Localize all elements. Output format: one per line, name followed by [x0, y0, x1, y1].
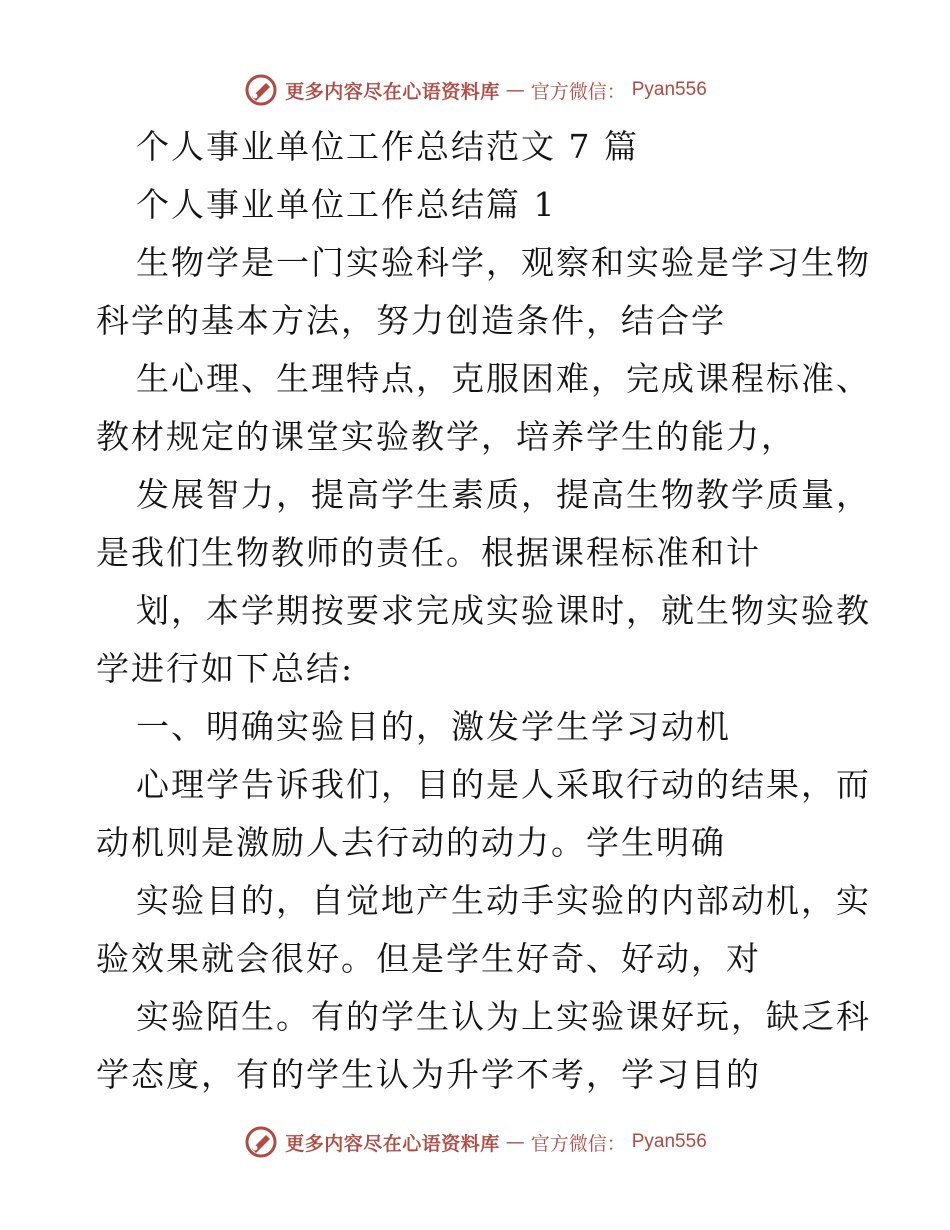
paragraph-line: 验效果就会很好。但是学生好奇、好动，对	[96, 939, 761, 978]
paragraph-line: 划，本学期按要求完成实验课时，就生物实验教	[136, 591, 871, 630]
banner-wechat-label: 官方微信：	[530, 80, 626, 103]
banner-wechat-id: Pyan556	[631, 1131, 707, 1152]
section-title: 个人事业单位工作总结篇 1	[136, 185, 557, 224]
paragraph-line: 实验陌生。有的学生认为上实验课好玩，缺乏科	[136, 997, 871, 1036]
paragraph-line: 发展智力，提高学生素质，提高生物教学质量，	[136, 475, 871, 514]
document-title: 个人事业单位工作总结范文 7 篇	[136, 127, 639, 166]
header-banner	[0, 70, 950, 110]
paragraph-line: 动机则是激励人去行动的动力。学生明确	[96, 823, 726, 862]
heading-line: 一、明确实验目的，激发学生学习动机	[136, 707, 731, 746]
paragraph-line: 生物学是一门实验科学，观察和实验是学习生物	[136, 243, 871, 282]
paragraph-line: 科学的基本方法，努力创造条件，结合学	[96, 301, 726, 340]
paragraph-line: 教材规定的课堂实验教学，培养学生的能力，	[96, 417, 796, 456]
footer-banner	[0, 1122, 950, 1162]
banner-separator: —	[505, 1131, 525, 1153]
paragraph-line: 生心理、生理特点，克服困难，完成课程标准、	[136, 359, 871, 398]
paragraph-line: 心理学告诉我们，目的是人采取行动的结果，而	[136, 765, 871, 804]
banner-slogan: 更多内容尽在心语资料库	[285, 80, 500, 103]
banner-separator: —	[505, 79, 525, 101]
pen-logo-icon	[243, 1124, 279, 1160]
paragraph-line: 是我们生物教师的责任。根据课程标准和计	[96, 533, 761, 572]
paragraph-line: 学态度，有的学生认为升学不考，学习目的	[96, 1055, 761, 1094]
paragraph-line: 实验目的，自觉地产生动手实验的内部动机，实	[136, 881, 871, 920]
paragraph-line: 学进行如下总结:	[96, 649, 355, 688]
banner-wechat-id: Pyan556	[631, 79, 707, 100]
banner-wechat-label: 官方微信：	[530, 1132, 626, 1155]
banner-slogan: 更多内容尽在心语资料库	[285, 1132, 500, 1155]
pen-logo-icon	[243, 72, 279, 108]
